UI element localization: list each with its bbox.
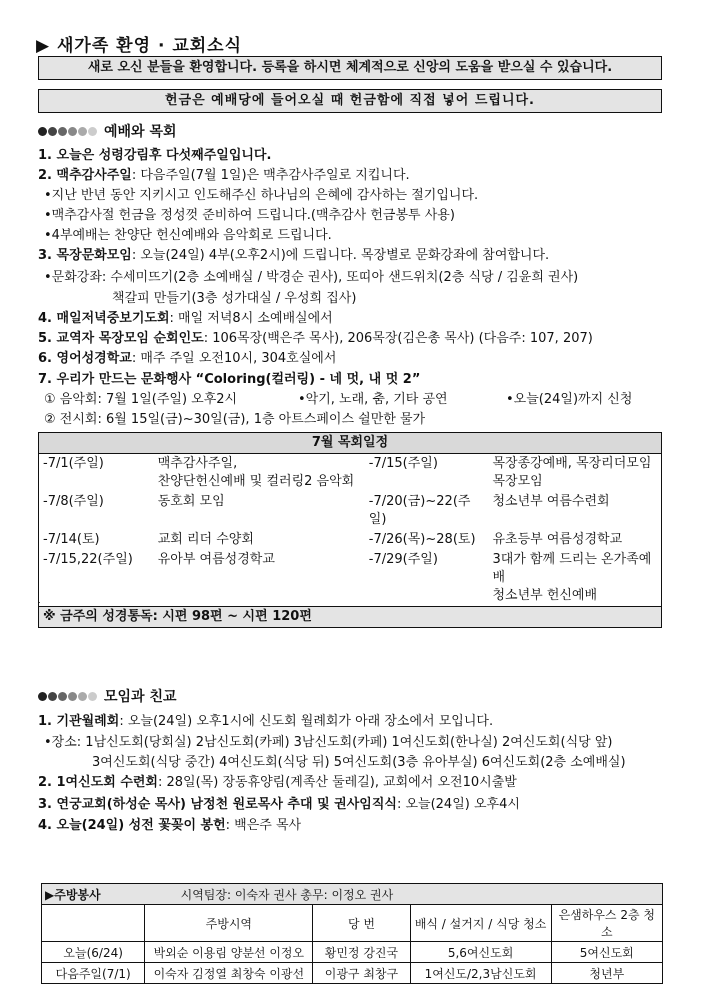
- kitchen-service-table: [41, 883, 663, 984]
- list-item-text: : 매주 주일 오전10시, 304호실에서: [131, 351, 337, 366]
- list-item-text: : 매일 저녁8시 소예배실에서: [169, 311, 333, 326]
- list-item: [44, 224, 332, 243]
- list-item: [112, 287, 356, 306]
- list-item-text: : 백은주 목사: [225, 818, 302, 833]
- list-item-label: 6. 영어성경학교: [38, 351, 132, 366]
- kitchen-cell: 이숙자 김정열 최창숙 이광선: [145, 963, 313, 984]
- list-item: [38, 710, 493, 729]
- bullet-dots-icon: [38, 124, 98, 140]
- schedule-cell: -7/26(목)~28(토): [368, 532, 476, 547]
- list-item: [44, 184, 478, 203]
- schedule-cell: -7/29(주일): [368, 552, 438, 567]
- list-item: [38, 771, 517, 790]
- list-item-text: : 106목장(백은주 목사), 206목장(김은총 목사) (다음주: 107, 207): [203, 331, 593, 346]
- list-item-label: 3. 연궁교회(하성순 목사) 남정천 원로목사 추대 및 권사임직식: [38, 797, 397, 812]
- list-item: [38, 814, 301, 833]
- schedule-cell: -7/15(주일): [368, 456, 438, 471]
- kitchen-leaders: 시역팀장: 이숙자 권사 총무: 이정오 권사: [180, 887, 394, 902]
- list-item: [44, 388, 237, 407]
- fellowship-section-header: [38, 686, 177, 706]
- list-item-label: 5. 교역자 목장모임 순회인도: [38, 331, 204, 346]
- list-item-text: : 오늘(24일) 오후1시에 신도회 월례회가 아래 장소에서 모입니다.: [119, 714, 494, 729]
- list-item: [44, 731, 612, 750]
- kitchen-cell: 오늘(6/24): [42, 942, 145, 963]
- list-item-label: 1. 기관월례회: [38, 714, 120, 729]
- schedule-cell: 청소년부 여름수련회: [492, 494, 610, 509]
- list-item-label: 1. 오늘은 성령강림후 다섯째주일입니다.: [38, 148, 272, 163]
- schedule-cell: 유초등부 여름성경학교: [492, 532, 623, 547]
- schedule-cell: -7/20(금)~22(주일): [368, 494, 471, 527]
- list-item: [38, 307, 333, 326]
- list-item-label: 3. 목장문화모임: [38, 248, 132, 263]
- list-item-text: •4부예배는 찬양단 헌신예배와 음악회로 드립니다.: [44, 228, 332, 243]
- kitchen-cell: 박외순 이용림 양분선 이정오: [145, 942, 313, 963]
- list-item: [38, 347, 336, 366]
- list-item-text: •장소: 1남신도회(당회실) 2남신도회(카페) 3남신도회(카페) 1여신도회(한나실) 2여신도회(식당 앞): [44, 735, 613, 750]
- bible-reading-note: ※ 금주의 성경통독: 시편 98편 ~ 시편 120편: [39, 607, 662, 628]
- list-item-text: : 오늘(24일) 4부(오후2시)에 드립니다. 목장별로 문화강좌에 참여합니다.: [131, 248, 550, 263]
- worship-section-title: 예배와 목회: [104, 124, 177, 140]
- kitchen-column-header: [42, 905, 145, 942]
- list-item-text: ① 음악회: 7월 1일(주일) 오후2시: [44, 392, 238, 407]
- list-item: [38, 368, 420, 387]
- kitchen-column-header: 배식 / 설거지 / 식당 청소: [410, 905, 551, 942]
- kitchen-column-header: 주방시역: [145, 905, 313, 942]
- table-row: [39, 454, 662, 493]
- list-item: [38, 327, 593, 346]
- kitchen-cell: 5여신도회: [551, 942, 662, 963]
- schedule-cell: 목장종강예배, 목장리더모임 목장모임: [492, 456, 652, 489]
- list-item: [92, 751, 626, 770]
- schedule-table: [38, 432, 662, 628]
- bullet-dots-icon: [38, 689, 98, 705]
- list-item-label: 2. 맥추감사주일: [38, 168, 132, 183]
- list-item: [44, 204, 455, 223]
- table-row: [39, 550, 662, 607]
- schedule-cell: -7/14(토): [43, 532, 100, 547]
- kitchen-cell: 이광구 최창구: [313, 963, 410, 984]
- schedule-cell: 3대가 함께 드리는 온가족예배 청소년부 헌신예배: [492, 552, 652, 603]
- offering-banner: 헌금은 예배당에 들어오실 때 헌금함에 직접 넣어 드립니다.: [38, 89, 662, 113]
- list-item-label: 2. 1여신도회 수련회: [38, 775, 158, 790]
- list-item-label: 7. 우리가 만드는 문화행사 “Coloring(컬러링) - 네 멋, 내 멋 2”: [38, 372, 421, 387]
- kitchen-column-header: 당 번: [313, 905, 410, 942]
- kitchen-cell: 청년부: [551, 963, 662, 984]
- list-item-text: 책갈피 만들기(3층 성가대실 / 우성희 집사): [112, 291, 357, 306]
- schedule-title: 7월 목회일정: [39, 433, 662, 454]
- kitchen-cell: 다음주일(7/1): [42, 963, 145, 984]
- list-item: [38, 164, 410, 183]
- kitchen-column-headers: [42, 905, 663, 942]
- kitchen-column-header: 은샘하우스 2층 청소: [551, 905, 662, 942]
- schedule-cell: 교회 리더 수양회: [157, 532, 254, 547]
- worship-section-header: [38, 121, 177, 141]
- music-extra-performances: •악기, 노래, 춤, 기타 공연: [298, 392, 448, 407]
- list-item: [44, 408, 425, 427]
- schedule-cell: 동호회 모임: [157, 494, 225, 509]
- list-item-text: 3여신도회(식당 중간) 4여신도회(식당 뒤) 5여신도회(3층 유아부실) 6여신도회(2층 소예배실): [92, 755, 626, 770]
- list-item-text: : 다음주일(7월 1일)은 맥추감사주일로 지킵니다.: [131, 168, 410, 183]
- list-item: [38, 244, 549, 263]
- schedule-cell: 맥추감사주일, 찬양단헌신예배 및 컬러링2 음악회: [157, 456, 355, 489]
- welcome-banner: 새로 오신 분들을 환영합니다. 등록을 하시면 체계적으로 신앙의 도움을 받으실 수 있습니다.: [38, 56, 662, 80]
- list-item: [44, 266, 578, 285]
- schedule-cell: -7/1(주일): [43, 456, 104, 471]
- divider-dot: .: [38, 596, 41, 605]
- list-item-text: •맥추감사절 헌금을 정성껏 준비하여 드립니다.(맥추감사 헌금봉투 사용): [44, 208, 455, 223]
- list-item-text: •지난 반년 동안 지키시고 인도해주신 하나님의 은혜에 감사하는 절기입니다.: [44, 188, 479, 203]
- schedule-cell: -7/15,22(주일): [43, 552, 133, 567]
- list-item-label: 4. 매일저녁중보기도회: [38, 311, 170, 326]
- fellowship-section-title: 모임과 친교: [104, 689, 177, 705]
- kitchen-header-row: [42, 884, 663, 905]
- kitchen-cell: 5,6여신도회: [410, 942, 551, 963]
- kitchen-title: ▶주방봉사: [45, 887, 101, 902]
- table-row: [39, 530, 662, 550]
- list-item-label: 4. 오늘(24일) 성전 꽃꽂이 봉헌: [38, 818, 226, 833]
- list-item-text: ② 전시회: 6월 15일(금)~30일(금), 1층 아트스페이스 쉴만한 물가: [44, 412, 426, 427]
- table-row: [39, 492, 662, 530]
- list-item: [38, 793, 520, 812]
- table-row: [42, 942, 663, 963]
- list-item-text: : 오늘(24일) 오후4시: [396, 797, 520, 812]
- kitchen-cell: 황민정 강진국: [313, 942, 410, 963]
- schedule-cell: 유아부 여름성경학교: [157, 552, 275, 567]
- list-item-text: : 28일(목) 장동휴양림(계족산 둘레길), 교회에서 오전10시출발: [158, 775, 517, 790]
- music-extra-deadline: •오늘(24일)까지 신청: [506, 392, 633, 407]
- table-row: [42, 963, 663, 984]
- kitchen-cell: 1여신도/2,3남신도회: [410, 963, 551, 984]
- list-item-text: •문화강좌: 수세미뜨기(2층 소예배실 / 박경순 권사), 또띠아 샌드위치(2층 식당 / 김윤희 권사): [44, 270, 579, 285]
- list-item: [38, 144, 271, 163]
- page-title: ▶ 새가족 환영 · 교회소식: [36, 36, 243, 56]
- schedule-cell: -7/8(주일): [43, 494, 104, 509]
